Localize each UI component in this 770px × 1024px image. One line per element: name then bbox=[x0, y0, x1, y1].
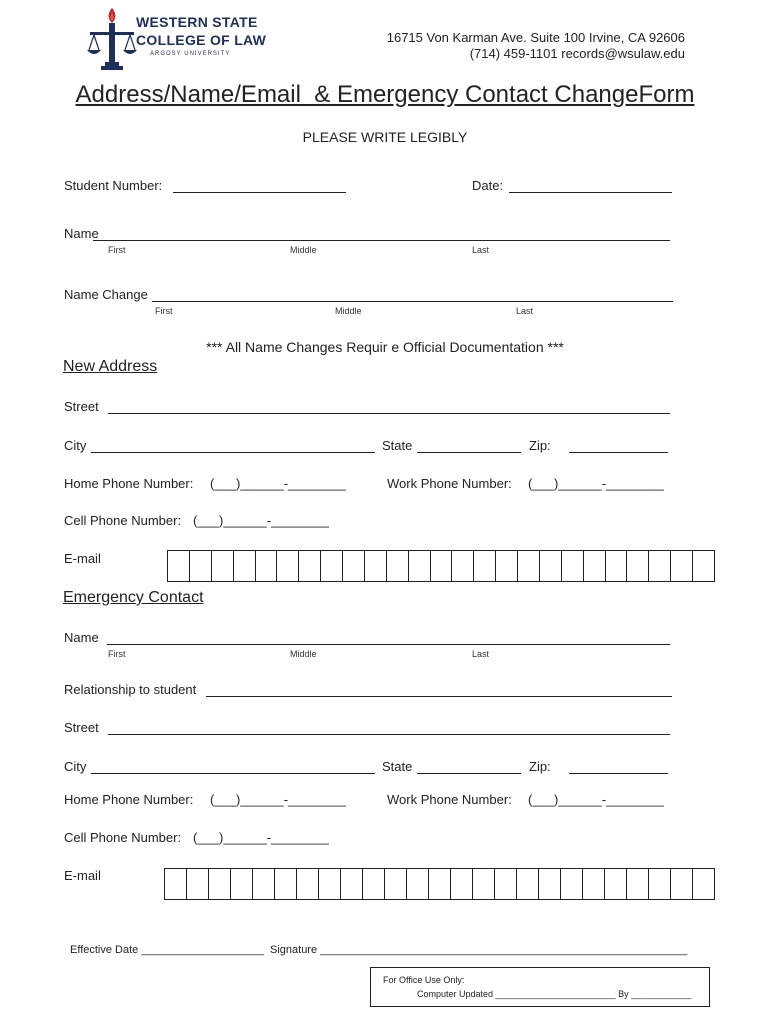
email-char-box[interactable] bbox=[473, 869, 495, 899]
email-char-box[interactable] bbox=[409, 551, 431, 581]
ec-name-field[interactable] bbox=[107, 644, 670, 645]
home-phone-label: Home Phone Number: bbox=[64, 476, 194, 491]
email-char-box[interactable] bbox=[231, 869, 253, 899]
email-char-box[interactable] bbox=[319, 869, 341, 899]
date-field[interactable] bbox=[509, 192, 672, 193]
relationship-field[interactable] bbox=[206, 696, 672, 697]
email-char-box[interactable] bbox=[212, 551, 234, 581]
email-char-box[interactable] bbox=[518, 551, 540, 581]
email-char-box[interactable] bbox=[496, 551, 518, 581]
email-char-box[interactable] bbox=[539, 869, 561, 899]
email-char-box[interactable] bbox=[429, 869, 451, 899]
ec-state-field[interactable] bbox=[417, 773, 521, 774]
ec-city-field[interactable] bbox=[91, 773, 375, 774]
computer-updated-line[interactable]: Computer Updated ________________________ By ____________ bbox=[417, 989, 692, 999]
email-char-box[interactable] bbox=[277, 551, 299, 581]
logo-line-1: WESTERN STATE bbox=[136, 14, 258, 30]
cell-phone-label: Cell Phone Number: bbox=[64, 513, 182, 528]
ec-name-label: Name bbox=[64, 630, 99, 645]
work-phone-field[interactable]: (___)______-________ bbox=[528, 476, 664, 491]
email-char-box[interactable] bbox=[431, 551, 453, 581]
email-char-box[interactable] bbox=[363, 869, 385, 899]
email-char-box[interactable] bbox=[256, 551, 278, 581]
email-char-box[interactable] bbox=[583, 869, 605, 899]
street-label: Street bbox=[64, 399, 99, 414]
email-char-box[interactable] bbox=[605, 869, 627, 899]
email-char-box[interactable] bbox=[387, 551, 409, 581]
ec-home-phone-label: Home Phone Number: bbox=[64, 792, 194, 807]
cell-phone-field[interactable]: (___)______-________ bbox=[193, 513, 329, 528]
name-change-first-caption: First bbox=[155, 306, 173, 316]
name-change-middle-caption: Middle bbox=[335, 306, 362, 316]
email-char-box[interactable] bbox=[385, 869, 407, 899]
ec-first-caption: First bbox=[108, 649, 126, 659]
email-char-box[interactable] bbox=[168, 551, 190, 581]
email-char-box[interactable] bbox=[365, 551, 387, 581]
work-phone-label: Work Phone Number: bbox=[387, 476, 512, 491]
ec-email-label: E-mail bbox=[64, 868, 101, 883]
name-middle-caption: Middle bbox=[290, 245, 317, 255]
email-char-box[interactable] bbox=[321, 551, 343, 581]
email-char-box[interactable] bbox=[407, 869, 429, 899]
email-char-box[interactable] bbox=[209, 869, 231, 899]
student-number-label: Student Number: bbox=[64, 178, 163, 193]
email-char-box[interactable] bbox=[275, 869, 297, 899]
street-field[interactable] bbox=[108, 413, 670, 414]
email-char-box[interactable] bbox=[540, 551, 562, 581]
email-char-box[interactable] bbox=[341, 869, 363, 899]
ec-street-field[interactable] bbox=[108, 734, 670, 735]
name-change-field[interactable] bbox=[152, 301, 673, 302]
city-label: City bbox=[64, 438, 87, 453]
office-use-label: For Office Use Only: bbox=[383, 975, 465, 985]
ec-email-box-grid[interactable] bbox=[164, 868, 715, 900]
email-char-box[interactable] bbox=[495, 869, 517, 899]
email-char-box[interactable] bbox=[187, 869, 209, 899]
name-last-caption: Last bbox=[472, 245, 490, 255]
logo-line-2: COLLEGE OF LAW bbox=[136, 32, 267, 48]
college-contact: (714) 459-1101 records@wsulaw.edu bbox=[469, 46, 685, 61]
email-char-box[interactable] bbox=[627, 551, 649, 581]
name-change-notice: *** All Name Changes Requir e Official Documentation *** bbox=[206, 339, 564, 355]
ec-work-phone-field[interactable]: (___)______-________ bbox=[528, 792, 664, 807]
email-char-box[interactable] bbox=[234, 551, 256, 581]
email-char-box[interactable] bbox=[517, 869, 539, 899]
ec-city-label: City bbox=[64, 759, 87, 774]
state-label: State bbox=[382, 438, 413, 453]
email-char-box[interactable] bbox=[190, 551, 212, 581]
name-label: Name bbox=[64, 226, 99, 241]
zip-label: Zip: bbox=[529, 438, 551, 453]
email-char-box[interactable] bbox=[343, 551, 365, 581]
ec-last-caption: Last bbox=[472, 649, 490, 659]
email-char-box[interactable] bbox=[474, 551, 496, 581]
ec-middle-caption: Middle bbox=[290, 649, 317, 659]
date-label: Date: bbox=[472, 178, 504, 193]
city-field[interactable] bbox=[91, 452, 375, 453]
student-number-field[interactable] bbox=[173, 192, 346, 193]
email-char-box[interactable] bbox=[253, 869, 275, 899]
name-change-last-caption: Last bbox=[516, 306, 534, 316]
email-char-box[interactable] bbox=[693, 551, 714, 581]
ec-work-phone-label: Work Phone Number: bbox=[387, 792, 512, 807]
email-box-grid[interactable] bbox=[167, 550, 715, 582]
email-char-box[interactable] bbox=[452, 551, 474, 581]
name-change-label: Name Change bbox=[64, 287, 148, 302]
ec-cell-phone-field[interactable]: (___)______-________ bbox=[193, 830, 329, 845]
email-char-box[interactable] bbox=[693, 869, 714, 899]
email-char-box[interactable] bbox=[649, 869, 671, 899]
email-char-box[interactable] bbox=[671, 551, 693, 581]
emergency-contact-heading: Emergency Contact bbox=[63, 589, 204, 606]
ec-street-label: Street bbox=[64, 720, 99, 735]
email-char-box[interactable] bbox=[671, 869, 693, 899]
email-char-box[interactable] bbox=[562, 551, 584, 581]
form-title: Address/Name/Email & Emergency Contact ChangeForm bbox=[75, 81, 695, 108]
logo bbox=[86, 6, 267, 74]
zip-field[interactable] bbox=[569, 452, 668, 453]
name-first-caption: First bbox=[108, 245, 126, 255]
ec-zip-field[interactable] bbox=[569, 773, 668, 774]
email-char-box[interactable] bbox=[165, 869, 187, 899]
scales-torch-icon bbox=[86, 6, 138, 72]
ec-cell-phone-label: Cell Phone Number: bbox=[64, 830, 182, 845]
college-address: 16715 Von Karman Ave. Suite 100 Irvine, CA 92606 bbox=[386, 30, 685, 45]
email-char-box[interactable] bbox=[649, 551, 671, 581]
email-label: E-mail bbox=[64, 551, 101, 566]
name-field[interactable] bbox=[93, 240, 670, 241]
ec-home-phone-field[interactable]: (___)______-________ bbox=[210, 792, 346, 807]
state-field[interactable] bbox=[417, 452, 521, 453]
ec-state-label: State bbox=[382, 759, 413, 774]
home-phone-field[interactable]: (___)______-________ bbox=[210, 476, 346, 491]
logo-line-3: ARGOSY UNIVERSITY bbox=[150, 51, 231, 57]
ec-zip-label: Zip: bbox=[529, 759, 551, 774]
form-subtitle: PLEASE WRITE LEGIBLY bbox=[302, 129, 468, 145]
email-char-box[interactable] bbox=[561, 869, 583, 899]
new-address-heading: New Address bbox=[63, 358, 158, 375]
relationship-label: Relationship to student bbox=[64, 682, 197, 697]
email-char-box[interactable] bbox=[584, 551, 606, 581]
effective-date-field[interactable]: Effective Date ____________________ bbox=[70, 944, 264, 956]
email-char-box[interactable] bbox=[606, 551, 628, 581]
email-char-box[interactable] bbox=[297, 869, 319, 899]
email-char-box[interactable] bbox=[627, 869, 649, 899]
email-char-box[interactable] bbox=[299, 551, 321, 581]
signature-field[interactable]: Signature ____________________________________________________________ bbox=[270, 944, 688, 956]
office-use-box bbox=[370, 967, 710, 1007]
email-char-box[interactable] bbox=[451, 869, 473, 899]
